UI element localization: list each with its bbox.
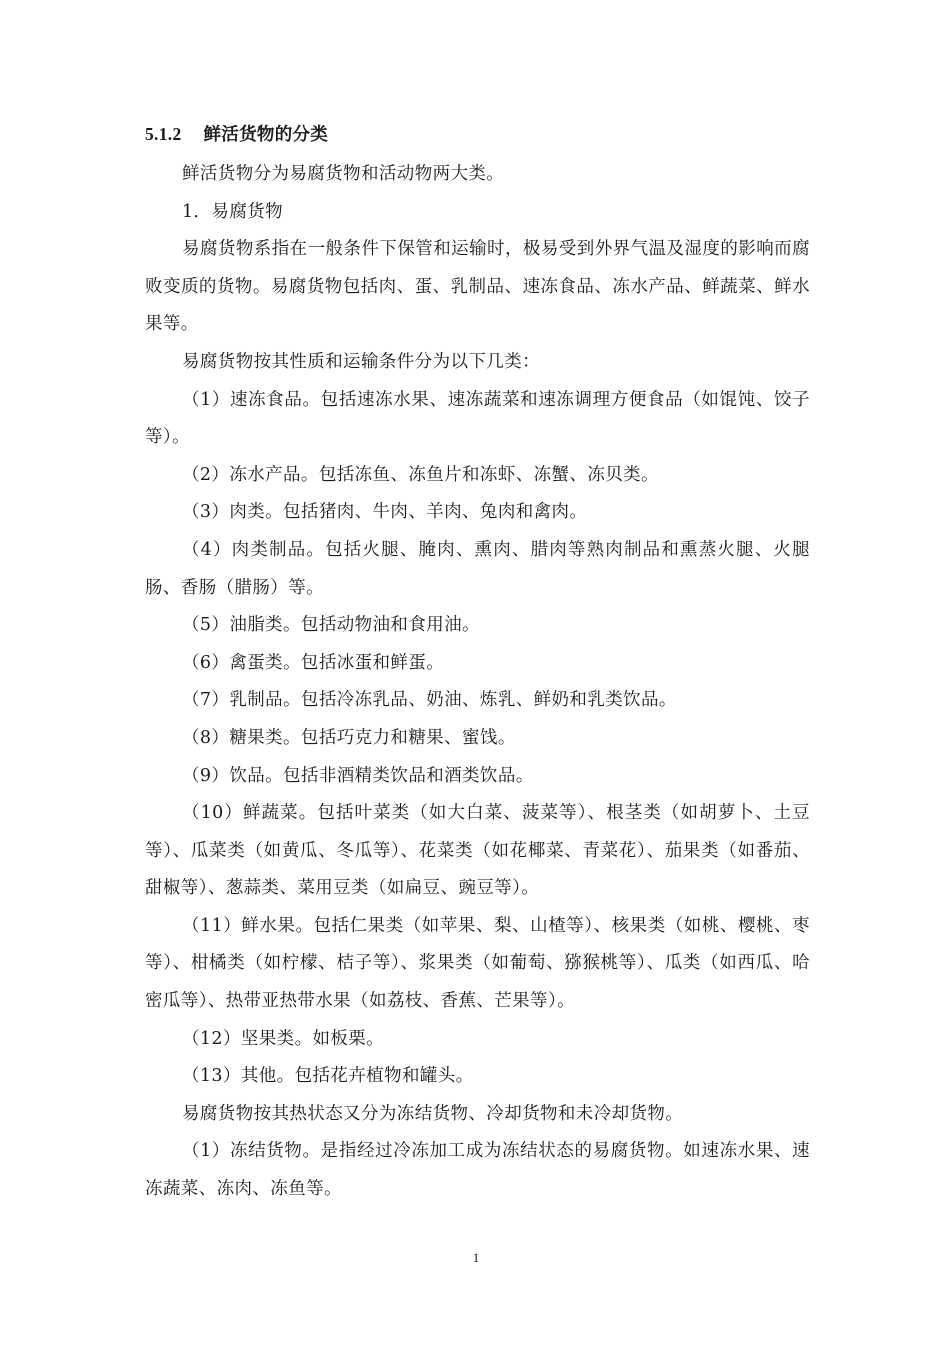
section-number: 5.1.2 (145, 124, 182, 144)
list-item: （8）糖果类。包括巧克力和糖果、蜜饯。 (182, 727, 516, 748)
section-heading (145, 122, 328, 147)
list-item: （11）鲜水果。包括仁果类（如苹果、梨、山楂等）、核果类（如桃、樱桃、枣等）、柑橘类（如柠檬、桔子等）、浆果类（如葡萄、猕猴桃等）、瓜类（如西瓜、哈密瓜等）、热带亚热带水果（如荔枝、香蕉、芒果等）。 (145, 915, 810, 1012)
list-item: （3）肉类。包括猪肉、牛肉、羊肉、兔肉和禽肉。 (182, 502, 588, 523)
paragraph: 易腐货物系指在一般条件下保管和运输时，极易受到外界气温及湿度的影响而腐败变质的货物。易腐货物包括肉、蛋、乳制品、速冻食品、冻水产品、鲜蔬菜、鲜水果等。 (145, 239, 810, 335)
subsection-heading: 1．易腐货物 (182, 201, 284, 222)
list-item: （4）肉类制品。包括火腿、腌肉、熏肉、腊肉等熟肉制品和熏蒸火腿、火腿肠、香肠（腊肠）等。 (145, 539, 810, 598)
section-title: 鲜活货物的分类 (203, 125, 329, 145)
paragraph: 易腐货物按其热状态又分为冻结货物、冷却货物和未冷却货物。 (182, 1103, 684, 1124)
list-item: （13）其他。包括花卉植物和罐头。 (182, 1066, 474, 1087)
list-item: （7）乳制品。包括冷冻乳品、奶油、炼乳、鲜奶和乳类饮品。 (182, 690, 677, 711)
list-item: （9）饮品。包括非酒精类饮品和酒类饮品。 (182, 765, 534, 786)
body-text (145, 156, 810, 1209)
page-number: 1 (472, 1250, 480, 1265)
list-item: （1）冻结货物。是指经过冷冻加工成为冻结状态的易腐货物。如速冻水果、速冻蔬菜、冻肉、冻鱼等。 (145, 1141, 810, 1200)
paragraph: 鲜活货物分为易腐货物和活动物两大类。 (182, 164, 505, 184)
list-item: （6）禽蛋类。包括冰蛋和鲜蛋。 (182, 652, 445, 673)
list-item: （5）油脂类。包括动物油和食用油。 (182, 615, 480, 636)
paragraph: 易腐货物按其性质和运输条件分为以下几类： (182, 351, 540, 372)
list-item: （10）鲜蔬菜。包括叶菜类（如大白菜、菠菜等）、根茎类（如胡萝卜、土豆等）、瓜菜类（如黄瓜、冬瓜等）、花菜类（如花椰菜、青菜花）、茄果类（如番茄、甜椒等）、葱蒜类、菜用豆类（如扁豆、豌豆等）。 (145, 803, 810, 899)
list-item: （2）冻水产品。包括冻鱼、冻鱼片和冻虾、冻蟹、冻贝类。 (182, 464, 659, 485)
list-item: （12）坚果类。如板栗。 (182, 1028, 385, 1049)
list-item: （1）速冻食品。包括速冻水果、速冻蔬菜和速冻调理方便食品（如馄饨、饺子等）。 (145, 389, 810, 448)
